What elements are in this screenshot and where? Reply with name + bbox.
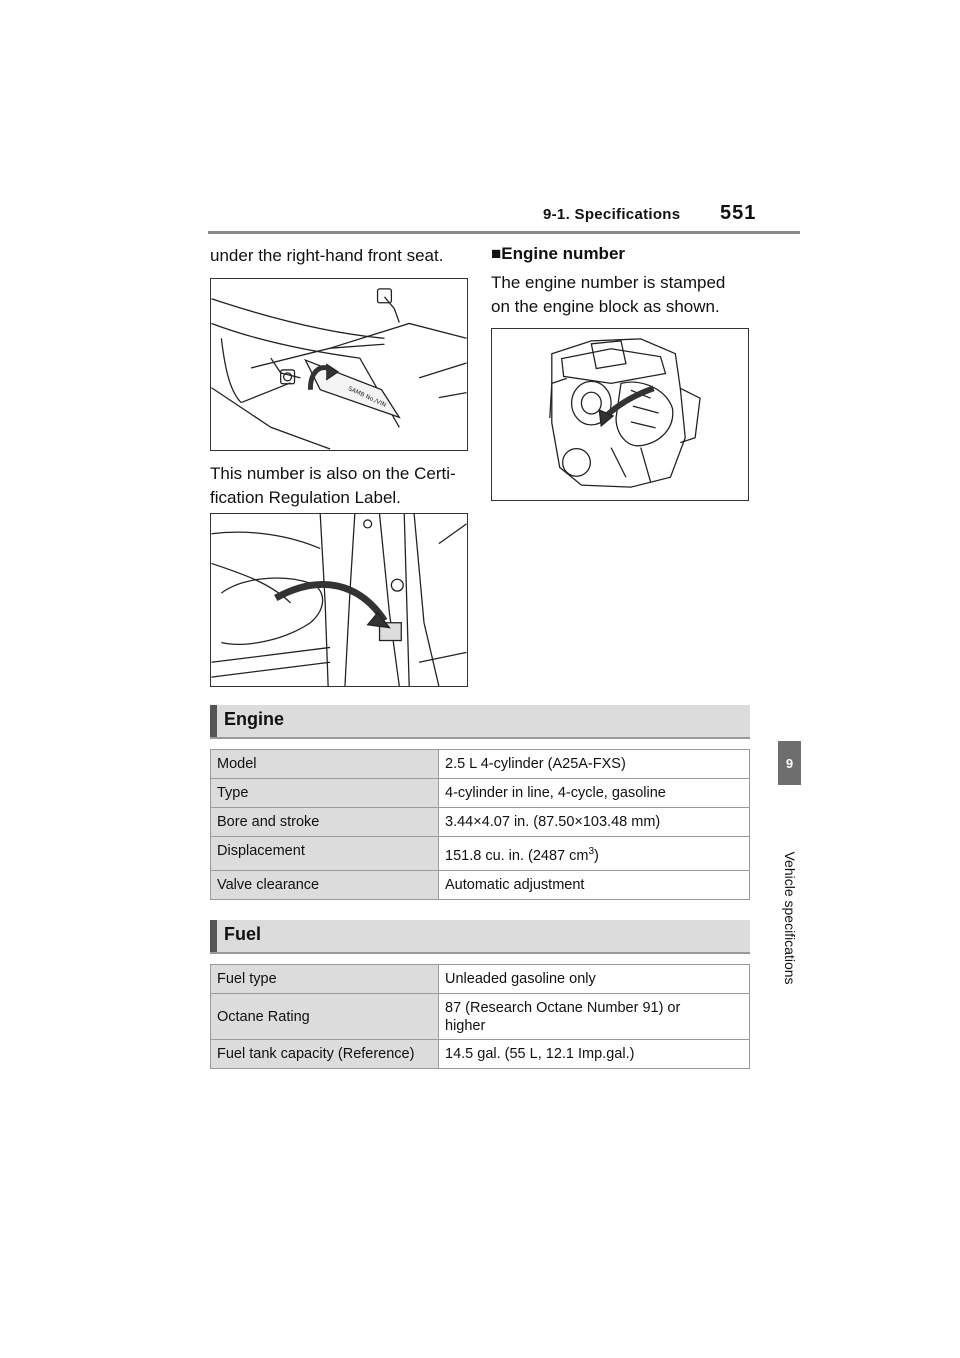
spec-value: 2.5 L 4-cylinder (A25A-FXS) xyxy=(439,750,750,779)
spec-label: Fuel tank capacity (Reference) xyxy=(211,1040,439,1069)
seat-vin-illustration xyxy=(210,278,468,451)
section-marker xyxy=(210,705,217,737)
door-pillar-illustration xyxy=(210,513,468,687)
table-row xyxy=(211,965,750,994)
table-row xyxy=(211,871,750,900)
chapter-label: Vehicle specifications xyxy=(782,851,798,985)
square-bullet-icon: ■ xyxy=(491,244,502,263)
table-row xyxy=(211,779,750,808)
page-number: 551 xyxy=(720,202,757,224)
spec-label: Octane Rating xyxy=(211,994,439,1040)
engine-section-title: Engine xyxy=(224,709,285,729)
spec-value: 87 (Research Octane Number 91) or higher xyxy=(439,994,750,1040)
header-divider xyxy=(208,231,800,234)
engine-number-text-line1: The engine number is stamped xyxy=(491,273,726,292)
cert-label-text-line2: fication Regulation Label. xyxy=(210,488,401,507)
table-row xyxy=(211,808,750,837)
svg-text:SAMB No./VIN: SAMB No./VIN xyxy=(347,385,388,409)
spec-value: 3.44×4.07 in. (87.50×103.48 mm) xyxy=(439,808,750,837)
table-row xyxy=(211,837,750,871)
spec-label: Displacement xyxy=(211,837,439,871)
spec-label: Model xyxy=(211,750,439,779)
spec-label: Valve clearance xyxy=(211,871,439,900)
fuel-section-header xyxy=(210,920,750,954)
spec-label: Bore and stroke xyxy=(211,808,439,837)
spec-value: Automatic adjustment xyxy=(439,871,750,900)
section-title: 9-1. Specifications xyxy=(543,206,681,223)
table-row xyxy=(211,1040,750,1069)
spec-label: Fuel type xyxy=(211,965,439,994)
spec-value: 151.8 cu. in. (2487 $cm^3$) xyxy=(439,837,750,871)
engine-block-illustration xyxy=(491,328,749,501)
engine-spec-table xyxy=(210,749,750,900)
spec-value: 14.5 gal. (55 L, 12.1 Imp.gal.) xyxy=(439,1040,750,1069)
cert-label-text-line1: This number is also on the Certi- xyxy=(210,464,456,483)
chapter-tab[interactable]: 9 xyxy=(778,741,801,785)
table-row xyxy=(211,750,750,779)
engine-number-text-line2: on the engine block as shown. xyxy=(491,297,720,316)
spec-label: Type xyxy=(211,779,439,808)
fuel-section-title: Fuel xyxy=(224,924,262,944)
table-row xyxy=(211,994,750,1040)
engine-number-heading: ■Engine number xyxy=(491,244,626,263)
spec-value: Unleaded gasoline only xyxy=(439,965,750,994)
fuel-spec-table xyxy=(210,964,750,1069)
section-marker xyxy=(210,920,217,952)
engine-section-header xyxy=(210,705,750,739)
seat-location-text: under the right-hand front seat. xyxy=(210,246,444,265)
spec-value: 4-cylinder in line, 4-cycle, gasoline xyxy=(439,779,750,808)
